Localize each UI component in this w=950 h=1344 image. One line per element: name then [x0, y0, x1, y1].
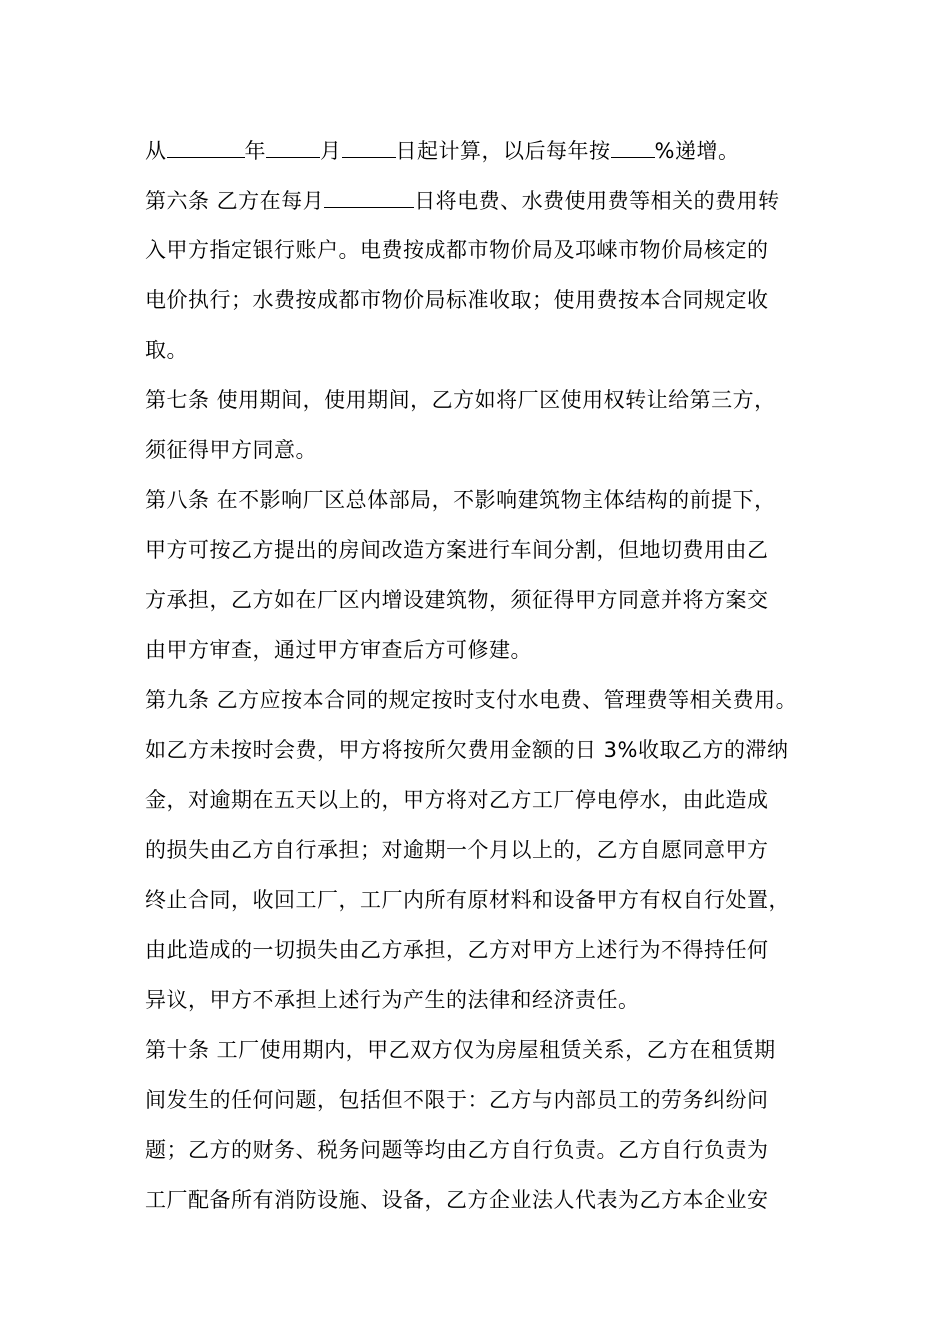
text-line: 题；乙方的财务、税务问题等均由乙方自行负责。乙方自行负责为 — [145, 1138, 769, 1162]
text-fragment: 年 — [244, 139, 266, 163]
text-line: 由甲方审查，通过甲方审查后方可修建。 — [145, 638, 532, 662]
fill-in-blank-day — [342, 135, 396, 158]
text-line: 金，对逾期在五天以上的，甲方将对乙方工厂停电停水，由此造成 — [145, 788, 769, 812]
fill-in-blank-month — [266, 135, 320, 158]
text-line: 如乙方未按时会费，甲方将按所欠费用金额的日 3%收取乙方的滞纳 — [145, 738, 789, 762]
text-line — [145, 135, 825, 166]
text-fragment: 月 — [320, 139, 342, 163]
text-line: 异议，甲方不承担上述行为产生的法律和经济责任。 — [145, 988, 640, 1012]
fill-in-blank-percent — [611, 135, 655, 158]
text-line: 工厂配备所有消防设施、设备，乙方企业法人代表为乙方本企业安 — [145, 1188, 769, 1212]
text-line: 间发生的任何问题，包括但不限于：乙方与内部员工的劳务纠纷问 — [145, 1088, 769, 1112]
text-line: 第九条 乙方应按本合同的规定按时支付水电费、管理费等相关费用。 — [145, 688, 798, 712]
text-line: 入甲方指定银行账户。电费按成都市物价局及邛崃市物价局核定的 — [145, 238, 769, 262]
text-line: 终止合同，收回工厂，工厂内所有原材料和设备甲方有权自行处置， — [145, 888, 790, 912]
text-line: 方承担，乙方如在厂区内增设建筑物，须征得甲方同意并将方案交 — [145, 588, 769, 612]
text-fragment: 第六条 乙方在每月 — [145, 189, 325, 213]
text-fragment: 日将电费、水费使用费等相关的费用转 — [414, 189, 780, 213]
fill-in-blank-year — [167, 135, 245, 158]
text-line: 电价执行；水费按成都市物价局标准收取；使用费按本合同规定收 — [145, 288, 769, 312]
text-line: 第十条 工厂使用期内，甲乙双方仅为房屋租赁关系，乙方在租赁期 — [145, 1038, 776, 1062]
text-line: 须征得甲方同意。 — [145, 438, 317, 462]
text-line: 的损失由乙方自行承担；对逾期一个月以上的，乙方自愿同意甲方 — [145, 838, 769, 862]
text-fragment: 日起计算，以后每年按 — [395, 139, 611, 163]
text-line: 取。 — [145, 338, 188, 362]
text-line: 第七条 使用期间，使用期间，乙方如将厂区使用权转让给第三方， — [145, 388, 776, 412]
text-line: 第八条 在不影响厂区总体部局，不影响建筑物主体结构的前提下， — [145, 488, 776, 512]
text-fragment: %递增。 — [654, 139, 740, 163]
text-line: 甲方可按乙方提出的房间改造方案进行车间分割，但地切费用由乙 — [145, 538, 769, 562]
fill-in-blank-payment-day — [324, 185, 414, 208]
text-line: 由此造成的一切损失由乙方承担，乙方对甲方上述行为不得持任何 — [145, 938, 769, 962]
text-fragment: 从 — [145, 139, 167, 163]
text-line — [145, 185, 825, 216]
